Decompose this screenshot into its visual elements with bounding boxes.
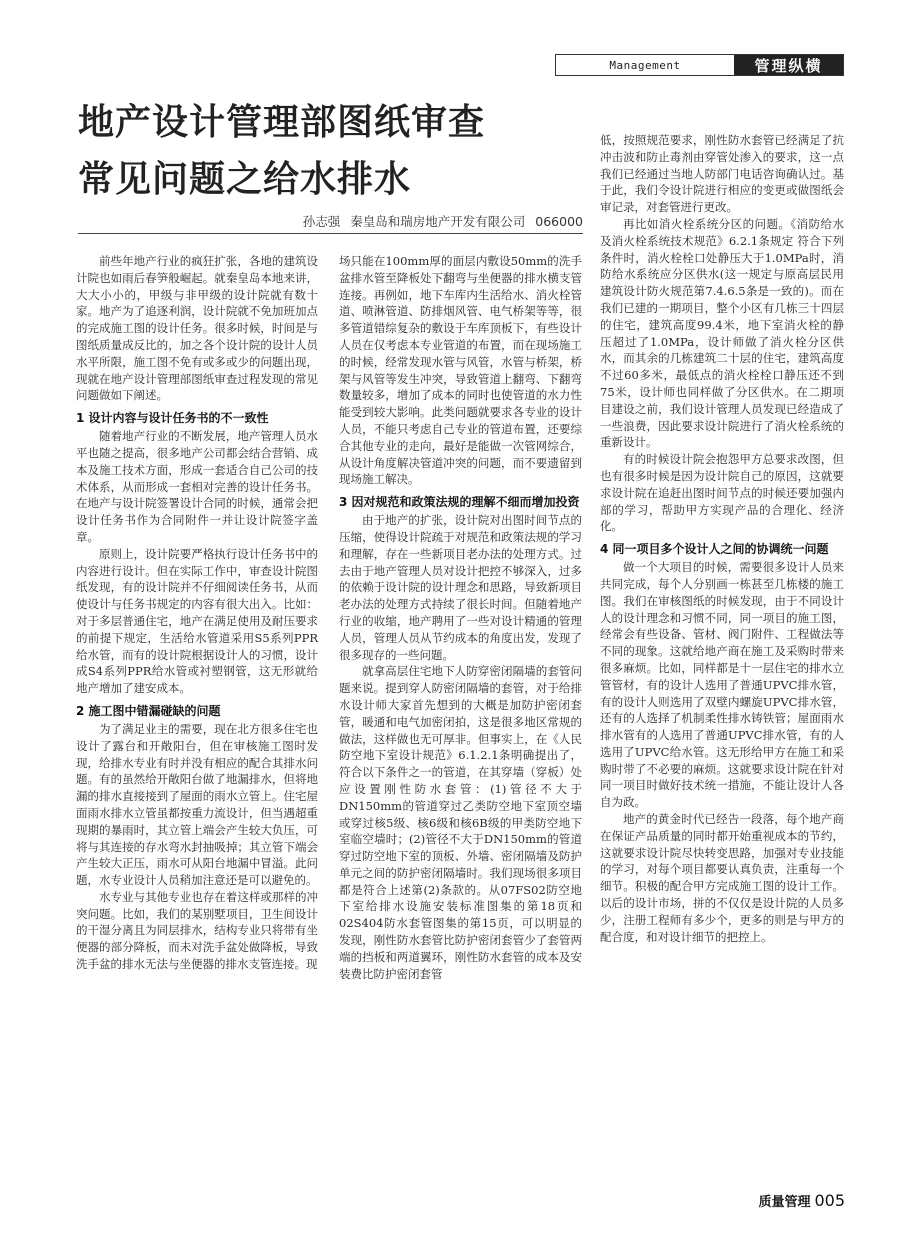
paragraph: 场只能在100mm厚的面层内敷设50mm的洗手盆排水管至降板处下翻弯与坐便器的排水横支管连接。再例如，地下车库内生活给水、消火栓管道、喷淋管道、防排烟风管、电气桥架等等，很多管道错综复杂的敷设于车库顶板下，有些设计人员在仅考虑本专业管道的布置，而在现场施工的时候，经常发现水管与风管，水管与桥架，桥架与风管等发生冲突，导致管道上翻弯、下翻弯数量较多，增加了成本的同时也使管道的水力性能受到较大影响。此类问题就要求各专业的设计人员，不能只考虑自己专业的管道布置，还要综合其他专业的走向，最好是能做一次管网综合，从设计角度解决管道冲突的问题，而不要遗留到现场施工解决。 [339, 254, 582, 487]
paragraph: 就拿高层住宅地下人防穿密闭隔墙的套管问题来说。提到穿人防密闭隔墙的套管，对于给排水设计师大家首先想到的大概是加防护密闭套管，暖通和电气加密闭拍，这是很多地区常规的做法，这样做也无可厚非。但事实上，在《人民防空地下室设计规范》6.1.2.1条明确提出了，符合以下条件之一的管道，在其穿墙（穿板）处应设置刚性防水套管：(1)管径不大于DN150mm的管道穿过乙类防空地下室顶空墙或穿过核5级、核6级和核6B级的甲类防空地下室临空墙时；(2)管径不大于DN150mm的管道穿过防空地下室的顶板、外墙、密闭隔墙及防护单元之间的防护密闭隔墙时。我们现场很多项目都是符合上述第(2)条款的。从07FS02防空地下室给排水设施安装标准图集的第18页和02S404防水套管图集的第15页，可以明显的发现，刚性防水套管比防护密闭套管少了套管两端的挡板和两道翼环，刚性防水套管的成本及安装费比防护密闭套管 [339, 664, 582, 981]
section-header [555, 54, 844, 76]
column-3 [600, 132, 844, 945]
section-heading-3: 3 因对规范和政策法规的理解不细而增加投资 [339, 495, 580, 510]
author-name: 孙志强 [302, 214, 341, 229]
page-number: 005 [814, 1191, 845, 1210]
column-1 [76, 253, 318, 973]
section-heading-2: 2 施工图中错漏碰缺的问题 [76, 703, 221, 718]
journal-name: 质量管理 [758, 1195, 811, 1210]
paragraph: 地产的黄金时代已经告一段落，每个地产商在保证产品质量的同时都开始重视成本的节约，这就要求设计院尽快转变思路，加强对专业技能的学习，对每个项目都要认真负责，注重每一个细节。积极的配合甲方完成施工图的设计工作。以后的设计市场，拼的不仅仅是设计院的人员多少，注册工程师有多少个，更多的则是与甲方的配合度，和对设计细节的把控上。 [600, 812, 844, 944]
paragraph: 原则上，设计院要严格执行设计任务书中的内容进行设计。但在实际工作中，审查设计院图纸发现，有的设计院并不仔细阅读任务书，从而使设计与任务书规定的内容有很大出入。比如：对于多层普通住宅，地产在满足使用及耐压要求的前提下规定，生活给水管道采用S5系列PPR给水管，而有的设计院根据设计人的习惯，设计成S4系列PPR给水管或衬塑钢管，这无形就给地产增加了建安成本。 [76, 546, 318, 696]
page-footer [700, 1191, 845, 1210]
section-heading-1: 1 设计内容与设计任务书的不一致性 [76, 411, 269, 426]
paragraph: 做一个大项目的时候，需要很多设计人员来共同完成，每个人分别画一栋甚至几栋楼的施工图。我们在审核图纸的时候发现，由于不同设计人的设计理念和习惯不同，同一项目的施工图，经常会有些设备、管材、阀门附件、工程做法等不同的现象。这就给地产商在施工及采购时带来很多麻烦。比如，同样都是十一层住宅的排水立管管材，有的设计人选用了普通UPVC排水管，有的设计人则选用了双壁内螺旋UPVC排水管，还有的人选择了机制柔性排水铸铁管；屋面雨水排水管有的人选用了普通UPVC排水管，有的人选用了UPVC给水管。这无形给甲方在施工和采购时带了不必要的麻烦。这就要求设计院在针对同一项目时做好技术统一措施，不能让设计人各自为政。 [600, 560, 844, 810]
title-line-2: 常见问题之给水排水 [78, 159, 412, 200]
article-title [78, 94, 598, 208]
paragraph: 低，按照规范要求，刚性防水套管已经满足了抗冲击波和防止毒剂由穿管处渗入的要求，这一点我们已经通过当地人防部门电话咨询确认过。基于此，我们令设计院进行相应的变更或做图纸会审记录，对套管进行更改。 [600, 133, 844, 215]
paragraph: 前些年地产行业的疯狂扩张，各地的建筑设计院也如雨后春笋般崛起。就秦皇岛本地来讲，大大小小的，甲级与非甲级的设计院就有数十家。地产为了追逐利润，设计院就不免加班加点的完成施工图的设计任务。很多时候，时间是与图纸质量成反比的，加之各个设计院的设计人员水平所限，施工图不免有或多或少的问题出现，现就在地产设计管理部图纸审查过程发现的常见问题做如下阐述。 [76, 254, 318, 403]
author-org: 秦皇岛和瑞房地产开发有限公司 [350, 214, 526, 229]
title-line-1: 地产设计管理部图纸审查 [78, 102, 486, 143]
paragraph: 水专业与其他专业也存在着这样或那样的冲突问题。比如，我们的某别墅项目，卫生间设计的干湿分离且为同层排水，结构专业只将带有坐便器的部分降板，而未对洗手盆处做降板，导致洗手盆的排水无法与坐便器的排水支管连接。现 [76, 889, 318, 972]
section-label-en: Management [609, 58, 681, 72]
paragraph: 有的时候设计院会抱怨甲方总要求改图，但也有很多时候是因为设计院自己的原因，这就要求设计院在追赶出图时间节点的时候还要加强内部的学习，帮助甲方实现产品的合理化、经济化。 [600, 452, 844, 534]
column-2 [339, 253, 582, 982]
paragraph: 随着地产行业的不断发展，地产管理人员水平也随之提高，很多地产公司都会结合营销、成本及施工技术方面，形成一套适合自己公司的技术体系，从而形成一套相对完善的设计任务书。在地产与设计院签署设计合同的时候，通常会把设计任务书作为合同附件一并让设计院签字盖章。 [76, 429, 318, 544]
section-heading-4: 4 同一项目多个设计人之间的协调统一问题 [600, 542, 829, 557]
section-label-cn: 管理纵横 [734, 55, 843, 75]
paragraph: 由于地产的扩张，设计院对出图时间节点的压缩，使得设计院疏于对规范和政策法规的学习和理解，存在一些新项目老办法的处理方式。过去由于地产管理人员对设计把控不够深入，过多的依赖于设计院的设计理念和思路，导致新项目老办法的处理方式持续了很长时间。但随着地产行业的收缩，地产聘用了一些对设计精通的管理人员，管理人员从节约成本的角度出发，发现了很多现存的一些问题。 [339, 513, 582, 662]
paragraph: 再比如消火栓系统分区的问题。《消防给水及消火栓系统技术规范》6.2.1条规定 符合下列条件时，消火栓栓口处静压大于1.0MPa时，消防给水系统应分区供水(这一规定与原高层民用建筑设计防火规范第7.4.6.5条是一致的)。而在我们已建的一期项目，整个小区有几栋三十四层的住宅，建筑高度99.4米，地下室消火栓的静压超过了1.0MPa，设计师做了消火栓分区供水，而其余的几栋建筑二十层的住宅，建筑高度不过60多米，最低点的消火栓栓口静压还不到75米，设计师也同样做了分区供水。在二期项目建设之前，我们设计管理人员发现已经造成了一些浪费，因此要求设计院进行了消火栓系统的重新设计。 [600, 216, 844, 450]
paragraph: 为了满足业主的需要，现在北方很多住宅也设计了露台和开敞阳台，但在审核施工图时发现，给排水专业有时并没有相应的配合其排水问题。有的虽然给开敞阳台做了地漏排水，但将地漏的排水直接接到了屋面的雨水立管上。住宅屋面雨水排水立管虽都按重力流设计，但当遇超重现期的暴雨时，其立管上端会产生较大负压，可将与其连接的存水弯水封抽吸掉；其立管下端会产生较大正压，雨水可从阳台地漏中冒溢。此问题，水专业设计人员稍加注意还是可以避免的。 [76, 721, 318, 888]
byline [78, 212, 583, 234]
postcode: 066000 [535, 214, 583, 229]
